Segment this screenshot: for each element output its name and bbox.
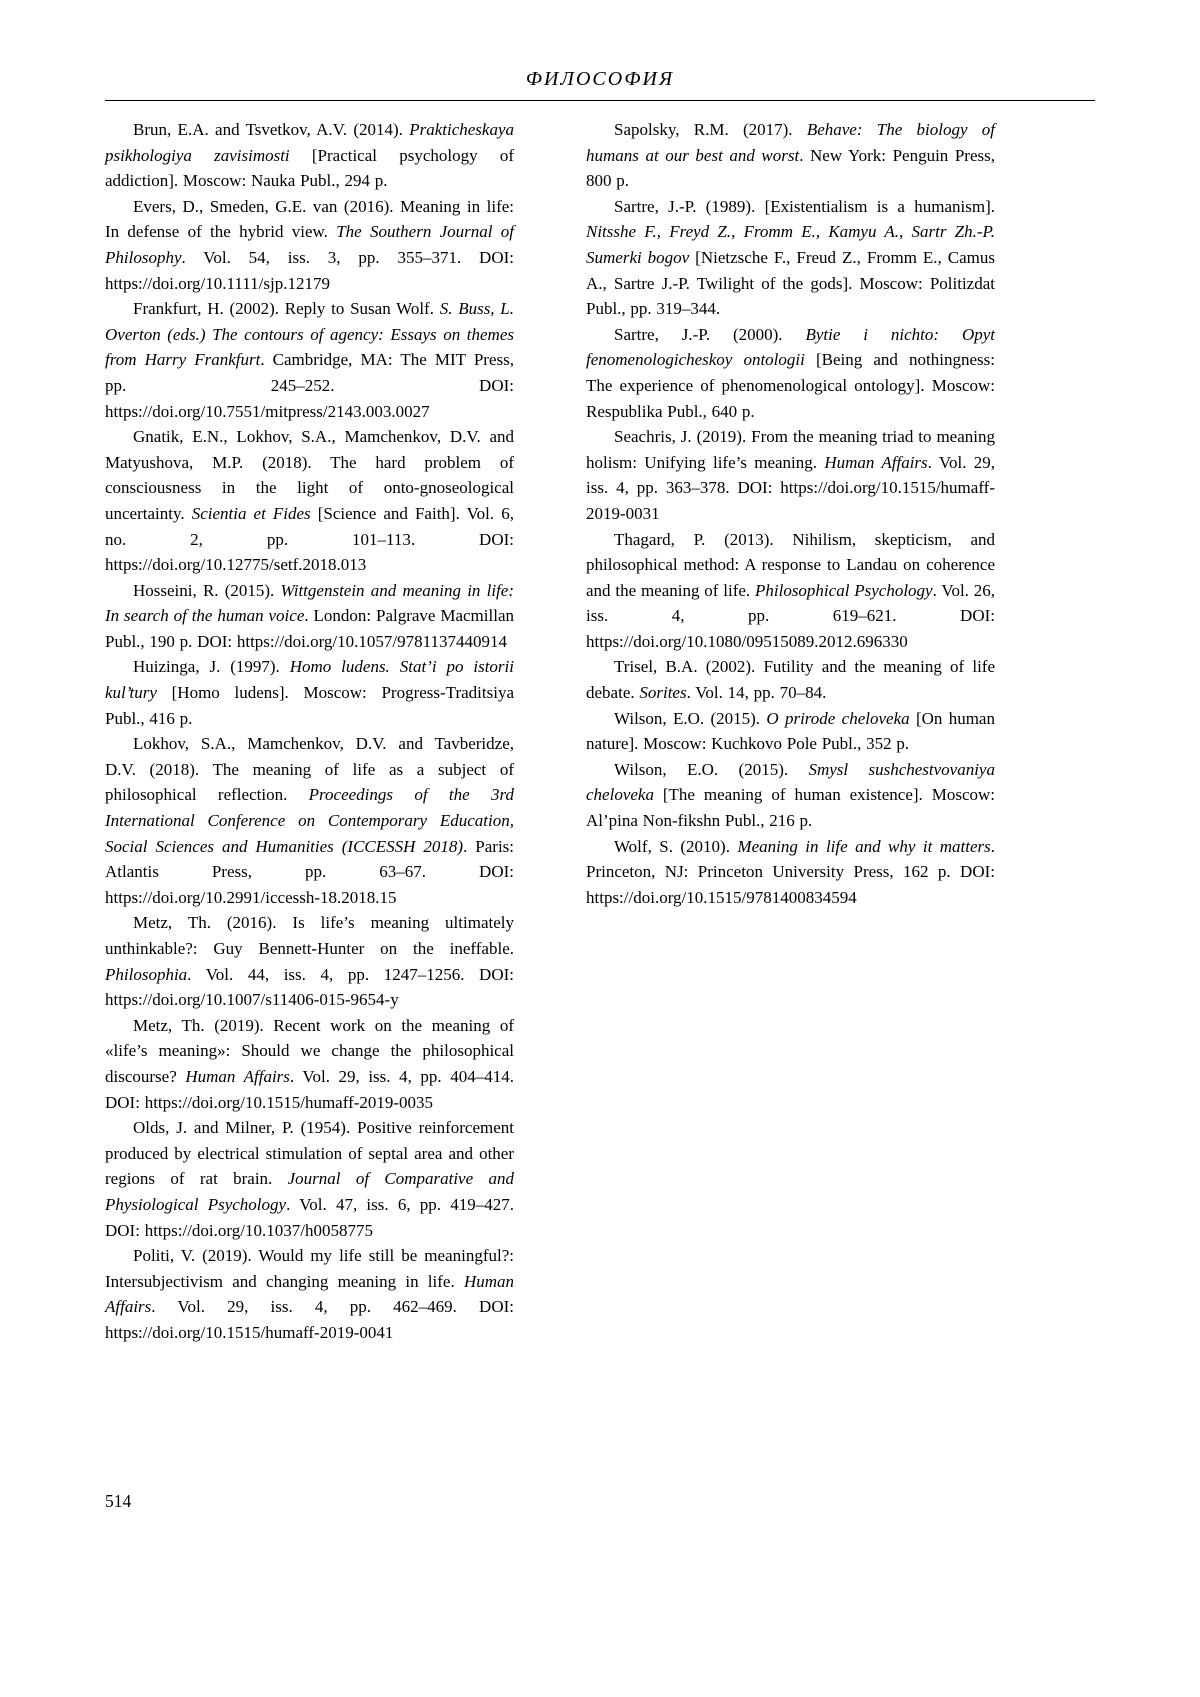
reference-text-segment: Trisel, B.A. (2002). Futility and the meaning of life debate.: [586, 657, 995, 703]
reference-entry: [586, 757, 995, 834]
reference-entry: [586, 322, 995, 424]
reference-text-segment: . Vol. 29, iss. 4, pp. 462–469. DOI: https://doi.org/10.1515/humaff-2019-0041: [105, 1297, 514, 1342]
page-header: [105, 68, 1095, 101]
reference-entry: [586, 654, 995, 705]
reference-title-segment: Philosophia: [105, 964, 188, 984]
reference-text-segment: Wilson, E.O. (2015).: [614, 759, 809, 779]
reference-text-segment: Olds, J. and Milner, P. (1954). Positive reinforcement produced by electrical stimulation of septal area and other regions of rat brain.: [105, 1118, 514, 1189]
page-number: 514: [105, 1491, 132, 1511]
reference-entry: [105, 1243, 514, 1345]
reference-text-segment: . London: Palgrave Macmillan Publ., 190 p. DOI: https://doi.org/10.1057/9781137440914: [105, 606, 514, 651]
reference-title-segment: Human Affairs: [824, 452, 928, 472]
reference-entry: [105, 1115, 514, 1243]
reference-title-segment: Human Affairs: [105, 1271, 514, 1317]
reference-text-segment: Sapolsky, R.M. (2017).: [614, 120, 807, 139]
reference-entry: [586, 117, 995, 194]
reference-title-segment: Bytie i nichto: Opyt fenomenologicheskoy ontologii: [586, 324, 996, 370]
reference-entry: [586, 424, 995, 526]
reference-title-segment: O prirode cheloveka: [766, 708, 910, 728]
reference-entry: [105, 731, 514, 910]
reference-text-segment: Lokhov, S.A., Mamchenkov, D.V. and Tavberidze, D.V. (2018). The meaning of life as a subject of philosophical reflection.: [105, 734, 514, 805]
reference-text-segment: Brun, E.A. and Tsvetkov, A.V. (2014).: [133, 120, 410, 139]
reference-title-segment: Smysl sushchestvovaniya cheloveka: [586, 759, 995, 805]
reference-text-segment: Politi, V. (2019). Would my life still be meaningful?: Intersubjectivism and changing meaning in life.: [105, 1246, 514, 1291]
reference-entry: [586, 706, 995, 757]
reference-text-segment: Frankfurt, H. (2002). Reply to Susan Wolf.: [133, 299, 440, 319]
references-column-right: [586, 117, 995, 1346]
reference-text-segment: . Cambridge, MA: The MIT Press, pp. 245–252. DOI: https://doi.org/10.7551/mitpress/2143.003.0027: [105, 350, 514, 421]
reference-text-segment: . Princeton, NJ: Princeton University Press, 162 p. DOI: https://doi.org/10.1515/9781400834594: [586, 836, 995, 907]
reference-text-segment: . New York: Penguin Press, 800 p.: [586, 145, 995, 191]
reference-entry: [105, 296, 514, 424]
reference-text-segment: Sartre, J.-P. (2000).: [614, 324, 806, 344]
references-list: [105, 117, 1095, 1346]
references-column-left: [105, 117, 514, 1346]
reference-entry: [105, 1013, 514, 1115]
reference-entry: [586, 527, 995, 655]
reference-text-segment: [Homo ludens]. Moscow: Progress-Traditsiya Publ., 416 p.: [105, 683, 514, 728]
reference-title-segment: The Southern Journal of Philosophy: [105, 222, 514, 267]
reference-text-segment: . Vol. 47, iss. 6, pp. 419–427. DOI: https://doi.org/10.1037/h0058775: [105, 1194, 515, 1240]
reference-entry: [586, 194, 995, 322]
reference-text-segment: . Vol. 29, iss. 4, pp. 404–414. DOI: https://doi.org/10.1515/humaff-2019-0035: [105, 1066, 514, 1112]
reference-text-segment: Metz, Th. (2016). Is life’s meaning ultimately unthinkable?: Guy Bennett-Hunter on the ineffable.: [105, 913, 514, 958]
reference-text-segment: . Vol. 14, pp. 70–84.: [686, 683, 827, 703]
reference-entry: [105, 424, 514, 578]
reference-title-segment: Behave: The biology of humans at our best and worst: [586, 120, 995, 165]
reference-text-segment: . Vol. 54, iss. 3, pp. 355–371. DOI: https://doi.org/10.1111/sjp.12179: [105, 247, 514, 293]
reference-entry: [105, 910, 514, 1012]
reference-title-segment: Journal of Comparative and Physiological Psychology: [105, 1169, 514, 1214]
reference-text-segment: Metz, Th. (2019). Recent work on the meaning of «life’s meaning»: Should we change the philosophical discourse?: [105, 1015, 514, 1086]
reference-entry: [105, 117, 514, 194]
reference-text-segment: Thagard, P. (2013). Nihilism, skepticism, and philosophical method: A response to Landau on coherence and the meaning of life.: [586, 529, 995, 600]
reference-entry: [105, 654, 514, 731]
reference-text-segment: . Vol. 26, iss. 4, pp. 619–621. DOI: https://doi.org/10.1080/09515089.2012.696330: [586, 580, 995, 651]
reference-title-segment: S. Buss, L. Overton (eds.) The contours of agency: Essays on themes from Harry Frankfurt: [105, 299, 515, 370]
reference-text-segment: . Vol. 44, iss. 4, pp. 1247–1256. DOI: https://doi.org/10.1007/s11406-015-9654-y: [105, 964, 514, 1010]
reference-text-segment: Hosseini, R. (2015).: [133, 580, 281, 600]
reference-text-segment: [The meaning of human existence]. Moscow: Al’pina Non-fikshn Publ., 216 p.: [586, 785, 995, 831]
reference-title-segment: Nitsshe F., Freyd Z., Fromm E., Kamyu A., Sartr Zh.-P. Sumerki bogov: [586, 222, 995, 267]
reference-text-segment: [On human nature]. Moscow: Kuchkovo Pole Publ., 352 p.: [586, 708, 995, 754]
reference-text-segment: [Practical psychology of addiction]. Moscow: Nauka Publ., 294 p.: [105, 145, 514, 191]
reference-text-segment: [Science and Faith]. Vol. 6, no. 2, pp. 101–113. DOI: https://doi.org/10.12775/setf.2018.013: [105, 503, 514, 575]
reference-title-segment: Wittgenstein and meaning in life: In search of the human voice: [105, 580, 514, 626]
reference-title-segment: Human Affairs: [185, 1066, 290, 1086]
reference-title-segment: Homo ludens. Stat’i po istorii kul’tury: [105, 657, 514, 703]
reference-text-segment: Sartre, J.-P. (1989). [Existentialism is a humanism].: [614, 196, 995, 216]
section-title: ФИЛОСОФИЯ: [525, 68, 675, 90]
reference-text-segment: [Being and nothingness: The experience of phenomenological ontology]. Moscow: Respublika Publ., 640 p.: [586, 350, 995, 421]
reference-text-segment: Wolf, S. (2010).: [614, 836, 738, 856]
reference-title-segment: Proceedings of the 3rd International Conference on Contemporary Education, Social Sciences and Humanities (ICCESSH 2018): [105, 785, 514, 856]
reference-text-segment: . Paris: Atlantis Press, pp. 63–67. DOI: https://doi.org/10.2991/iccessh-18.2018.15: [105, 836, 515, 907]
reference-text-segment: . Vol. 29, iss. 4, pp. 363–378. DOI: https://doi.org/10.1515/humaff-2019-0031: [586, 452, 995, 523]
reference-entry: [105, 194, 514, 296]
reference-entry: [586, 834, 995, 911]
reference-entry: [105, 578, 514, 655]
reference-title-segment: Scientia et Fides: [191, 503, 311, 523]
reference-text-segment: Evers, D., Smeden, G.E. van (2016). Meaning in life: In defense of the hybrid view.: [105, 196, 514, 242]
reference-text-segment: [Nietzsche F., Freud Z., Fromm E., Camus A., Sartre J.-P. Twilight of the gods]. Moscow: Politizdat Publ., pp. 319–344.: [586, 247, 995, 319]
header-rule: [105, 100, 1095, 101]
reference-text-segment: Wilson, E.O. (2015).: [614, 708, 767, 728]
reference-title-segment: Philosophical Psychology: [754, 580, 933, 600]
reference-title-segment: Meaning in life and why it matters: [737, 836, 991, 856]
reference-title-segment: Prakticheskaya psikhologiya zavisimosti: [105, 120, 514, 165]
reference-text-segment: Seachris, J. (2019). From the meaning triad to meaning holism: Unifying life’s meaning.: [586, 427, 995, 472]
reference-title-segment: Sorites: [639, 683, 687, 703]
reference-text-segment: Gnatik, E.N., Lokhov, S.A., Mamchenkov, D.V. and Matyushova, M.P. (2018). The hard problem of consciousness in the light of onto-gnoseological uncertainty.: [105, 427, 514, 523]
reference-text-segment: Huizinga, J. (1997).: [133, 657, 290, 677]
